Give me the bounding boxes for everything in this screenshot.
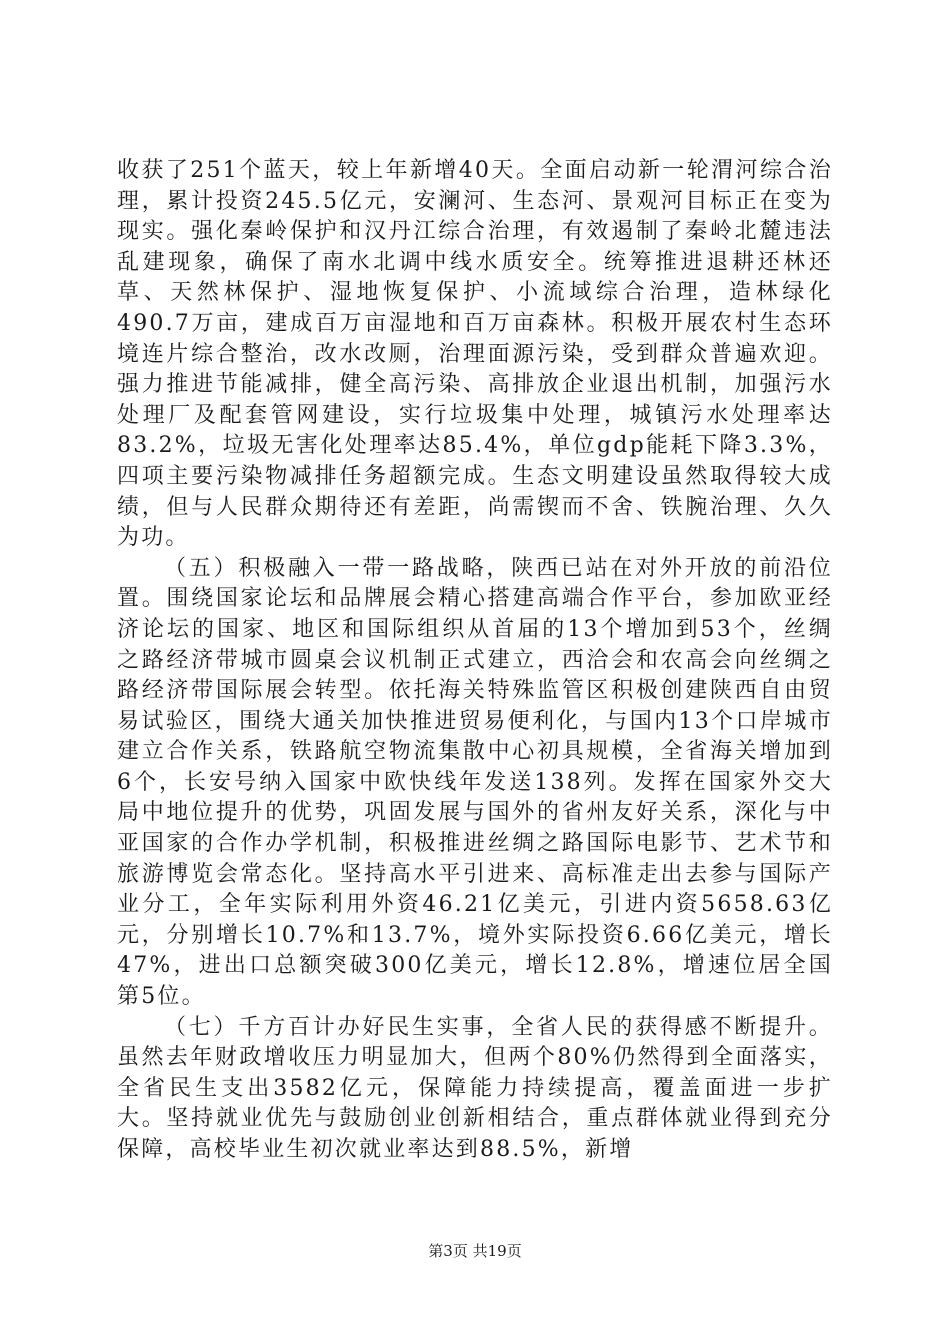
paragraph-environment: 收获了251个蓝天，较上年新增40天。全面启动新一轮渭河综合治理，累计投资245.5亿元，安澜河、生态河、景观河目标正在变为现实。强化秦岭保护和汉丹江综合治理，有效遏制了秦岭北麓违法乱建现象，确保了南水北调中线水质安全。统筹推进退耕还林还草、天然林保护、湿地恢复保护、小流域综合治理，造林绿化490.7万亩，建成百万亩湿地和百万亩森林。积极开展农村生态环境连片综合整治，改水改厕，治理面源污染，受到群众普遍欢迎。强力推进节能减排，健全高污染、高排放企业退出机制，加强污水处理厂及配套管网建设，实行垃圾集中处理，城镇污水处理率达83.2%，垃圾无害化处理率达85.4%，单位gdp能耗下降3.3%，四项主要污染物减排任务超额完成。生态文明建设虽然取得较大成绩，但与人民群众期待还有差距，尚需锲而不舍、铁腕治理、久久为功。: [117, 158, 833, 551]
paragraph-livelihood: （七）千方百计办好民生实事，全省人民的获得感不断提升。虽然去年财政增收压力明显加大，但两个80%仍然得到全面落实，全省民生支出3582亿元，保障能力持续提高，覆盖面进一步扩大。坚持就业优先与鼓励创业创新相结合，重点群体就业得到充分保障，高校毕业生初次就业率达到88.5%，新增: [117, 1014, 833, 1162]
paragraph-opening-up: （五）积极融入一带一路战略，陕西已站在对外开放的前沿位置。围绕国家论坛和品牌展会精心搭建高端合作平台，参加欧亚经济论坛的国家、地区和国际组织从首届的13个增加到53个，丝绸之路经济带城市圆桌会议机制正式建立，西洽会和农高会向丝绸之路经济带国际展会转型。依托海关特殊监管区积极创建陕西自由贸易试验区，围绕大通关加快推进贸易便利化，与国内13个口岸城市建立合作关系，铁路航空物流集散中心初具规模，全省海关增加到6个，长安号纳入国家中欧快线年发送138列。发挥在国家外交大局中地位提升的优势，巩固发展与国外的省州友好关系，深化与中亚国家的合作办学机制，积极推进丝绸之路国际电影节、艺术节和旅游博览会常态化。坚持高水平引进来、高标准走出去参与国际产业分工，全年实际利用外资46.21亿美元，引进内资5658.63亿元，分别增长10.7%和13.7%，境外实际投资6.66亿美元，增长47%，进出口总额突破300亿美元，增长12.8%，增速位居全国第5位。: [117, 555, 833, 1010]
page-footer: 第3页 共19页: [428, 1242, 522, 1260]
document-body: [117, 156, 833, 1166]
